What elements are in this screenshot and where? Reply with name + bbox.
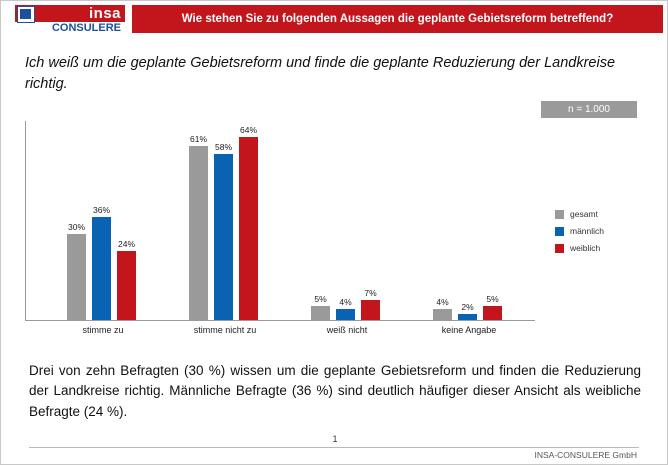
slide-header <box>1 1 668 37</box>
bar-value-weiblich-0: 24% <box>117 239 136 250</box>
bar-gesamt-2 <box>311 293 330 320</box>
bar-value-weiblich-3: 5% <box>486 293 499 304</box>
legend-item-maennlich <box>555 226 635 236</box>
bar-value-maennlich-0: 36% <box>92 205 111 216</box>
bar-value-maennlich-2: 4% <box>339 296 352 307</box>
bar-group-stimme-nicht-zu <box>185 121 265 335</box>
legend-label-maennlich: männlich <box>570 226 605 236</box>
legend-label-weiblich: weiblich <box>570 243 601 253</box>
category-label-1: stimme nicht zu <box>193 325 257 335</box>
bar-gesamt-1 <box>189 133 208 320</box>
sample-size-badge: n = 1.000 <box>541 101 637 118</box>
footer-company: INSA-CONSULERE GmbH <box>534 450 637 460</box>
bar-value-gesamt-0: 30% <box>67 222 86 233</box>
chart-plot-area <box>25 121 535 335</box>
bar-group-keine-angabe <box>429 121 509 335</box>
bar-value-gesamt-1: 61% <box>189 133 208 144</box>
bar-maennlich-1 <box>214 142 233 320</box>
legend-swatch-gesamt <box>555 210 564 219</box>
bar-weiblich-2 <box>361 288 380 320</box>
bar-maennlich-2 <box>336 296 355 320</box>
bar-value-weiblich-1: 64% <box>239 125 258 136</box>
footer-divider <box>29 447 639 448</box>
bar-chart <box>25 121 637 341</box>
legend-item-weiblich <box>555 243 635 253</box>
header-title: Wie stehen Sie zu folgenden Aussagen die geplante Gebietsreform betreffend? <box>132 5 663 33</box>
chart-legend <box>555 209 635 260</box>
logo-consulere-text: CONSULERE <box>51 22 121 34</box>
bar-value-weiblich-2: 7% <box>364 288 377 298</box>
category-label-0: stimme zu <box>82 325 124 335</box>
bar-value-gesamt-2: 5% <box>314 293 327 304</box>
legend-label-gesamt: gesamt <box>570 209 598 219</box>
bar-maennlich-0 <box>92 205 111 320</box>
question-text: Ich weiß um die geplante Gebietsreform und finde die geplante Reduzierung der Landkreise richtig. <box>25 55 616 93</box>
legend-item-gesamt <box>555 209 635 219</box>
bar-value-maennlich-1: 58% <box>214 142 233 153</box>
logo-insa-text: insa <box>15 5 125 22</box>
insa-consulere-logo <box>15 5 125 35</box>
summary-text: Drei von zehn Befragten (30 %) wissen um die geplante Gebietsreform und finden die Reduzierung der Landkreise richtig. Männliche Befragte (36 %) sind deutlich häufiger dieser Ansicht als weibliche Befragte (24 %). <box>29 363 641 419</box>
legend-swatch-weiblich <box>555 244 564 253</box>
x-axis <box>25 320 535 321</box>
bar-value-gesamt-3: 4% <box>436 296 449 307</box>
bar-weiblich-0 <box>117 239 136 320</box>
page-number: 1 <box>332 434 338 444</box>
bar-group-stimme-zu <box>63 121 143 335</box>
bar-weiblich-3 <box>483 293 502 320</box>
category-label-3: keine Angabe <box>441 325 497 335</box>
bar-gesamt-3 <box>433 296 452 320</box>
y-axis <box>25 121 26 321</box>
bar-maennlich-3 <box>458 302 477 320</box>
category-label-2: weiß nicht <box>326 325 368 335</box>
bar-value-maennlich-3: 2% <box>461 302 474 313</box>
bar-weiblich-1 <box>239 125 258 320</box>
logo-square-icon <box>17 6 35 23</box>
bar-group-weiss-nicht <box>307 121 387 335</box>
bar-gesamt-0 <box>67 222 86 320</box>
legend-swatch-maennlich <box>555 227 564 236</box>
